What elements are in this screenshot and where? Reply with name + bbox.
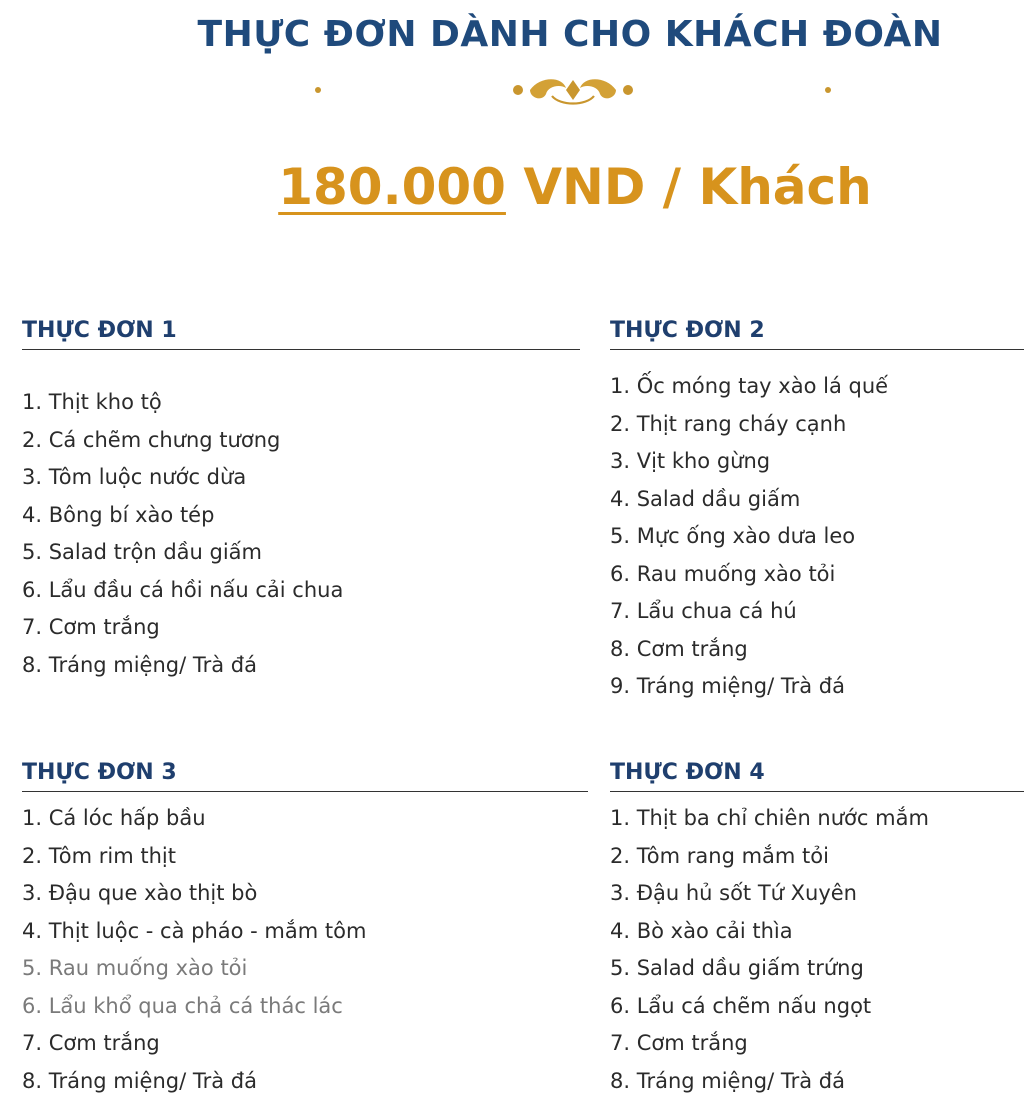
- gold-flourish-divider-icon: [290, 74, 856, 114]
- menu-item-list: [610, 368, 1024, 706]
- menu-item: 5. Rau muống xào tỏi: [22, 956, 248, 980]
- menu-item: 8. Cơm trắng: [610, 636, 748, 661]
- menu-item: 2. Tôm rang mắm tỏi: [610, 843, 829, 868]
- menu-section-3: [22, 760, 588, 1100]
- menu-item: 3. Tôm luộc nước dừa: [22, 465, 247, 489]
- menu-item: 5. Salad dầu giấm trứng: [610, 956, 864, 980]
- menu-heading: THỰC ĐƠN 4: [610, 760, 1024, 792]
- price-unit: VND / Khách: [505, 158, 872, 216]
- price-per-guest: [150, 158, 1000, 216]
- menu-item: 1. Thịt ba chỉ chiên nước mắm: [610, 806, 929, 830]
- menu-item-list: [610, 800, 1024, 1100]
- menu-section-4: [610, 760, 1024, 1100]
- menu-item: 4. Salad dầu giấm: [610, 486, 801, 511]
- menu-item: 2. Cá chẽm chưng tương: [22, 427, 281, 452]
- menu-item: 4. Bò xào cải thìa: [610, 918, 793, 943]
- menu-item: 8. Tráng miệng/ Trà đá: [22, 652, 257, 677]
- menu-item: 1. Thịt kho tộ: [22, 390, 162, 414]
- menu-item: 6. Lẩu cá chẽm nấu ngọt: [610, 993, 872, 1018]
- menu-item: 1. Cá lóc hấp bầu: [22, 806, 206, 830]
- menu-section-1: [22, 318, 580, 684]
- menu-item-list: [22, 800, 588, 1100]
- menu-item: 3. Vịt kho gừng: [610, 449, 771, 473]
- price-amount: 180.000: [278, 158, 506, 216]
- menu-item-list: [22, 384, 580, 684]
- menu-heading: THỰC ĐƠN 2: [610, 318, 1024, 350]
- menu-item: 5. Mực ống xào dưa leo: [610, 524, 856, 548]
- menu-section-2: [610, 318, 1024, 706]
- menu-item: 5. Salad trộn dầu giấm: [22, 540, 262, 564]
- menu-item: 1. Ốc móng tay xào lá quế: [610, 374, 889, 398]
- menu-item: 6. Lẩu đầu cá hồi nấu cải chua: [22, 577, 344, 602]
- menu-item: 6. Lẩu khổ qua chả cá thác lác: [22, 993, 343, 1018]
- menu-item: 8. Tráng miệng/ Trà đá: [610, 1068, 845, 1093]
- menu-item: 4. Bông bí xào tép: [22, 502, 215, 527]
- menu-heading: THỰC ĐƠN 3: [22, 760, 588, 792]
- menu-heading: THỰC ĐƠN 1: [22, 318, 580, 350]
- menu-item: 7. Cơm trắng: [22, 1031, 160, 1055]
- menu-item: 4. Thịt luộc - cà pháo - mắm tôm: [22, 918, 367, 943]
- menu-item: 2. Thịt rang cháy cạnh: [610, 411, 847, 436]
- menu-item: 2. Tôm rim thịt: [22, 843, 176, 868]
- menu-item: 8. Tráng miệng/ Trà đá: [22, 1068, 257, 1093]
- menu-item: 7. Cơm trắng: [22, 615, 160, 639]
- menu-item: 3. Đậu que xào thịt bò: [22, 881, 258, 905]
- menu-item: 3. Đậu hủ sốt Tứ Xuyên: [610, 881, 857, 905]
- menu-item: 6. Rau muống xào tỏi: [610, 561, 836, 586]
- page-title: THỰC ĐƠN DÀNH CHO KHÁCH ĐOÀN: [197, 14, 943, 55]
- menu-item: 9. Tráng miệng/ Trà đá: [610, 674, 845, 698]
- menu-item: 7. Cơm trắng: [610, 1031, 748, 1055]
- menu-item: 7. Lẩu chua cá hú: [610, 599, 797, 623]
